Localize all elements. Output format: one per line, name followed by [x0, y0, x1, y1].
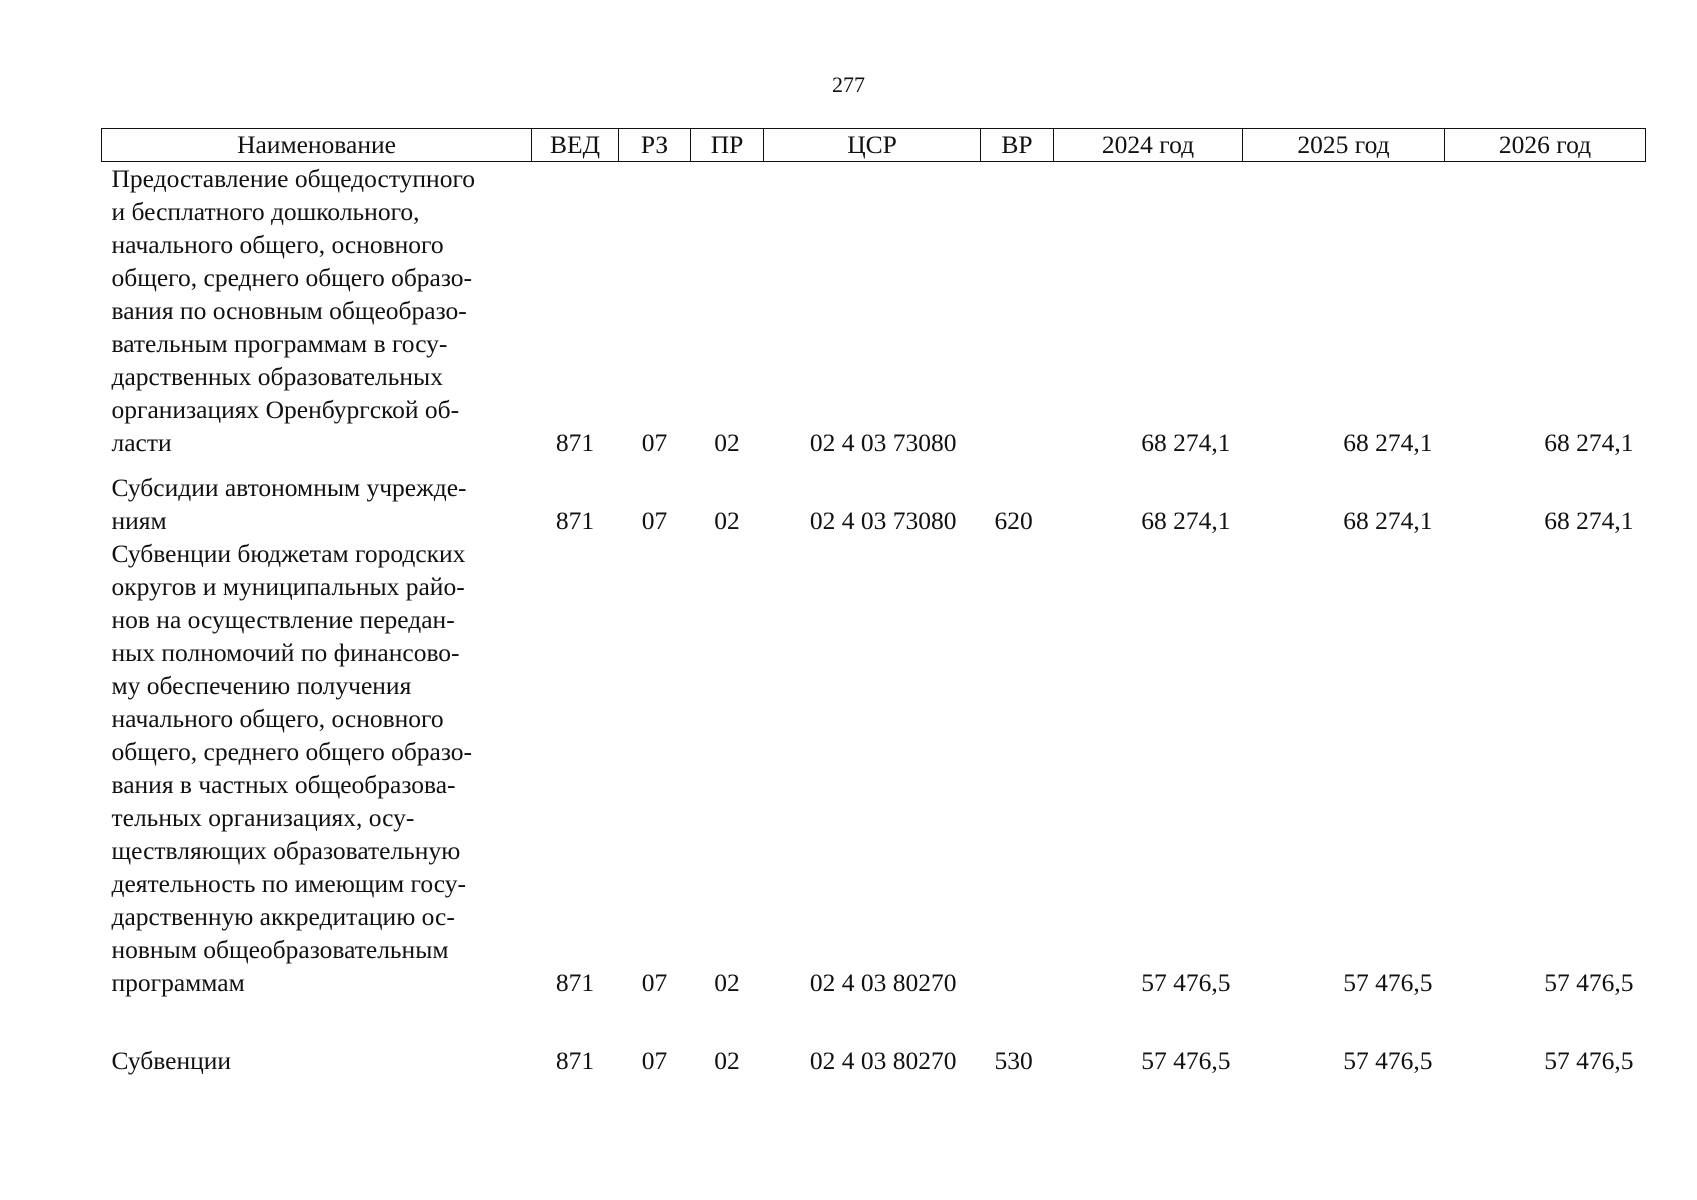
header-pr: ПР — [691, 129, 764, 162]
name-line: округов и муниципальных райо- — [111, 572, 465, 601]
vr-cell: 530 — [994, 1046, 1033, 1075]
table-header-row — [102, 129, 1646, 162]
row-name-cell — [102, 999, 532, 1077]
budget-table — [101, 128, 1646, 1077]
name-line: ласти — [111, 428, 172, 457]
header-name: Наименование — [102, 129, 532, 162]
vr-cell — [981, 537, 1054, 999]
name-line: ниям — [111, 506, 167, 535]
pr-cell: 02 — [714, 1046, 740, 1075]
name-line: организациях Оренбургской об- — [111, 395, 460, 424]
name-line: ществляющих образовательную — [111, 836, 461, 865]
name-line: вания по основным общеобразо- — [111, 296, 467, 325]
csr-cell: 02 4 03 80270 — [809, 968, 957, 997]
name-line: ных полномочий по финансово- — [111, 638, 460, 667]
ved-cell: 871 — [555, 428, 595, 457]
amount-2024-cell: 68 274,1 — [1141, 506, 1231, 535]
amount-2026-cell: 68 274,1 — [1544, 428, 1634, 457]
row-name-cell — [102, 459, 532, 537]
name-line: программам — [111, 968, 245, 997]
name-line: начального общего, основного — [111, 230, 444, 259]
header-ved: ВЕД — [532, 129, 619, 162]
table-row — [102, 999, 1646, 1077]
table-row — [102, 537, 1646, 999]
pr-cell: 02 — [714, 428, 740, 457]
name-line: дарственных образовательных — [111, 362, 443, 391]
pr-cell: 02 — [714, 506, 740, 535]
vr-cell — [981, 162, 1054, 460]
name-line: общего, среднего общего образо- — [111, 263, 473, 292]
name-line: Субвенции бюджетам городских — [111, 539, 466, 568]
ved-cell: 871 — [555, 1046, 595, 1075]
amount-2026-cell: 68 274,1 — [1544, 506, 1634, 535]
ved-cell: 871 — [555, 968, 595, 997]
csr-cell: 02 4 03 73080 — [809, 428, 957, 457]
row-name-cell — [102, 537, 532, 999]
name-line: му обеспечению получения — [111, 671, 412, 700]
name-line: начального общего, основного — [111, 704, 444, 733]
amount-2024-cell: 68 274,1 — [1141, 428, 1231, 457]
csr-cell: 02 4 03 80270 — [809, 1046, 957, 1075]
vr-cell: 620 — [994, 506, 1033, 535]
name-line: и бесплатного дошкольного, — [111, 197, 420, 226]
header-2025: 2025 год — [1243, 129, 1445, 162]
table-row — [102, 162, 1646, 460]
amount-2025-cell: 68 274,1 — [1343, 428, 1433, 457]
amount-2025-cell: 57 476,5 — [1343, 968, 1433, 997]
name-line: общего, среднего общего образо- — [111, 737, 473, 766]
header-csr: ЦСР — [764, 129, 981, 162]
header-rz: РЗ — [619, 129, 691, 162]
amount-2024-cell: 57 476,5 — [1141, 968, 1231, 997]
amount-2026-cell: 57 476,5 — [1544, 1046, 1634, 1075]
amount-2024-cell: 57 476,5 — [1141, 1046, 1231, 1075]
name-line: нов на осуществление передан- — [111, 605, 455, 634]
name-line: деятельность по имеющим госу- — [111, 869, 466, 898]
amount-2026-cell: 57 476,5 — [1544, 968, 1634, 997]
page-number: 277 — [832, 72, 865, 97]
header-2026: 2026 год — [1445, 129, 1646, 162]
name-line: вания в частных общеобразова- — [111, 770, 456, 799]
name-line: дарственную аккредитацию ос- — [111, 902, 455, 931]
name-line: тельных организациях, осу- — [111, 803, 415, 832]
name-line: Субсидии автономным учрежде- — [111, 473, 467, 502]
table-row — [102, 459, 1646, 537]
amount-2025-cell: 57 476,5 — [1343, 1046, 1433, 1075]
rz-cell: 07 — [641, 1046, 668, 1075]
csr-cell: 02 4 03 73080 — [809, 506, 957, 535]
rz-cell: 07 — [641, 428, 668, 457]
name-line: новным общеобразовательным — [111, 935, 449, 964]
header-2024: 2024 год — [1054, 129, 1243, 162]
name-line: Субвенции — [111, 1046, 232, 1075]
ved-cell: 871 — [555, 506, 595, 535]
header-vr: ВР — [981, 129, 1054, 162]
row-name-cell — [102, 162, 532, 460]
rz-cell: 07 — [641, 968, 668, 997]
name-line: Предоставление общедоступного — [111, 164, 476, 193]
amount-2025-cell: 68 274,1 — [1343, 506, 1433, 535]
name-line: вательным программам в госу- — [111, 329, 448, 358]
pr-cell: 02 — [714, 968, 740, 997]
rz-cell: 07 — [641, 506, 668, 535]
